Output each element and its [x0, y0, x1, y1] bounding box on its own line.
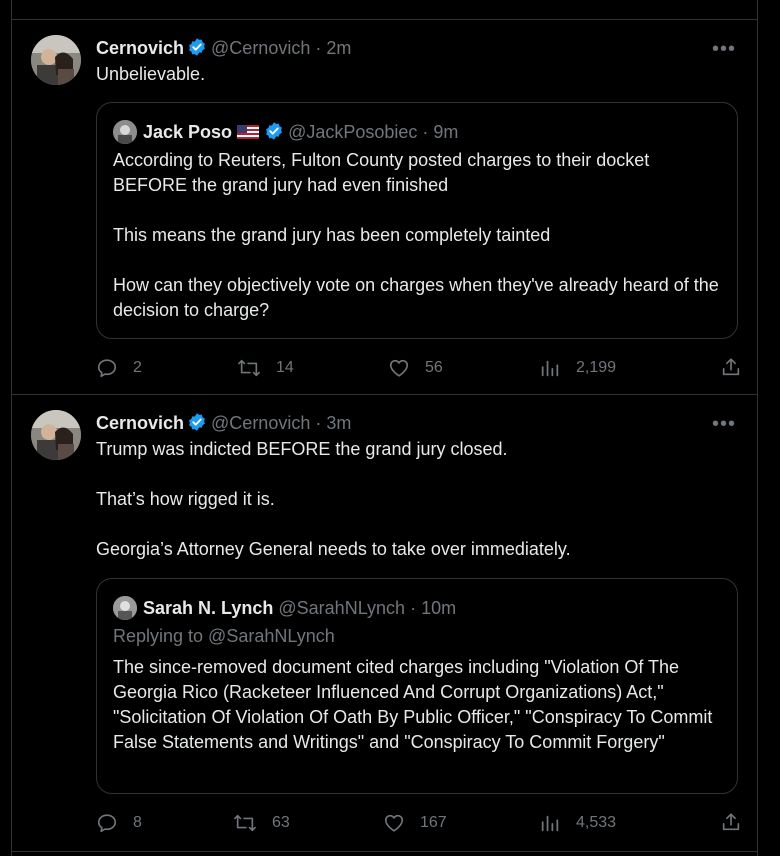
quote-paragraph: The since-removed document cited charges including "Violation Of The Georgia Rico (Racketeer Influenced And Corrupt Organizations) Act," "Solicitation Of Violation Of Oath By Public Officer," "Conspiracy To Commit False Statements and Writings" and "Conspiracy To Commit Forgery": [113, 657, 713, 752]
replying-to: Replying to @SarahNLynch: [113, 626, 335, 646]
views-button[interactable]: [539, 356, 616, 380]
author-name[interactable]: Jack Poso: [143, 122, 233, 142]
timestamp[interactable]: · 3m: [315, 413, 352, 433]
heart-icon: [388, 357, 410, 379]
quote-text: [113, 148, 725, 323]
verified-badge-icon: [187, 37, 207, 62]
avatar[interactable]: [31, 35, 81, 85]
heart-icon: [383, 812, 405, 834]
tweet-paragraph: Unbelievable.: [96, 64, 206, 84]
views-icon: [539, 812, 561, 834]
divider: [11, 851, 758, 852]
quote-header: [113, 120, 458, 146]
author-handle[interactable]: @Cernovich: [211, 38, 311, 58]
retweet-button[interactable]: [233, 811, 290, 835]
like-count: 56: [425, 359, 443, 376]
author-name[interactable]: Cernovich: [96, 413, 185, 433]
quote-paragraph: How can they objectively vote on charges when they've already heard of the decision to charge?: [113, 275, 719, 320]
tweet-text: [96, 437, 736, 562]
share-button[interactable]: [720, 811, 742, 838]
quote-paragraph: According to Reuters, Fulton County posted charges to their docket BEFORE the grand jury had even finished: [113, 150, 650, 195]
tweet-actions: [96, 811, 736, 835]
quote-paragraph: This means the grand jury has been completely tainted: [113, 225, 551, 245]
tweet-paragraph: That’s how rigged it is.: [96, 489, 275, 509]
reply-button[interactable]: [96, 356, 142, 380]
timestamp[interactable]: · 2m: [315, 38, 352, 58]
reply-count: 2: [133, 359, 142, 376]
views-count: 4,533: [576, 814, 617, 831]
views-button[interactable]: [539, 811, 616, 835]
verified-badge-icon: [264, 121, 284, 146]
reply-icon: [96, 812, 118, 834]
share-icon: [720, 811, 742, 833]
quote-text: [113, 655, 725, 755]
more-horizontal-icon[interactable]: •••: [711, 413, 736, 435]
tweet-text: [96, 62, 736, 87]
tweet[interactable]: [11, 395, 758, 851]
retweet-icon: [233, 812, 257, 834]
timestamp[interactable]: · 9m: [422, 122, 459, 142]
avatar: [113, 120, 137, 144]
timestamp[interactable]: · 10m: [410, 598, 457, 618]
author-handle[interactable]: @SarahNLynch: [278, 598, 406, 618]
tweet[interactable]: [11, 20, 758, 394]
retweet-icon: [237, 357, 261, 379]
share-button[interactable]: [720, 356, 742, 383]
views-icon: [539, 357, 561, 379]
tweet-header: [96, 37, 351, 62]
like-button[interactable]: [383, 811, 447, 835]
author-handle[interactable]: @Cernovich: [211, 413, 311, 433]
author-handle[interactable]: @JackPosobiec: [288, 122, 418, 142]
like-button[interactable]: [388, 356, 443, 380]
reply-button[interactable]: [96, 811, 142, 835]
tweet-actions: [96, 356, 736, 380]
us-flag-icon: [237, 122, 259, 136]
verified-badge-icon: [187, 412, 207, 437]
retweet-count: 63: [272, 814, 290, 831]
author-name[interactable]: Sarah N. Lynch: [143, 598, 274, 618]
tweet-paragraph: Georgia’s Attorney General needs to take over immediately.: [96, 539, 571, 559]
tweet-header: [96, 412, 351, 437]
avatar[interactable]: [31, 410, 81, 460]
share-icon: [720, 356, 742, 378]
author-name[interactable]: Cernovich: [96, 38, 185, 58]
quoted-tweet[interactable]: [96, 102, 738, 339]
views-count: 2,199: [576, 359, 617, 376]
like-count: 167: [420, 814, 447, 831]
avatar: [113, 596, 137, 620]
quoted-tweet[interactable]: [96, 578, 738, 794]
reply-count: 8: [133, 814, 142, 831]
more-horizontal-icon[interactable]: •••: [711, 38, 736, 60]
reply-icon: [96, 357, 118, 379]
retweet-button[interactable]: [237, 356, 294, 380]
retweet-count: 14: [276, 359, 294, 376]
tweet-paragraph: Trump was indicted BEFORE the grand jury closed.: [96, 439, 508, 459]
quote-header: [113, 596, 456, 620]
